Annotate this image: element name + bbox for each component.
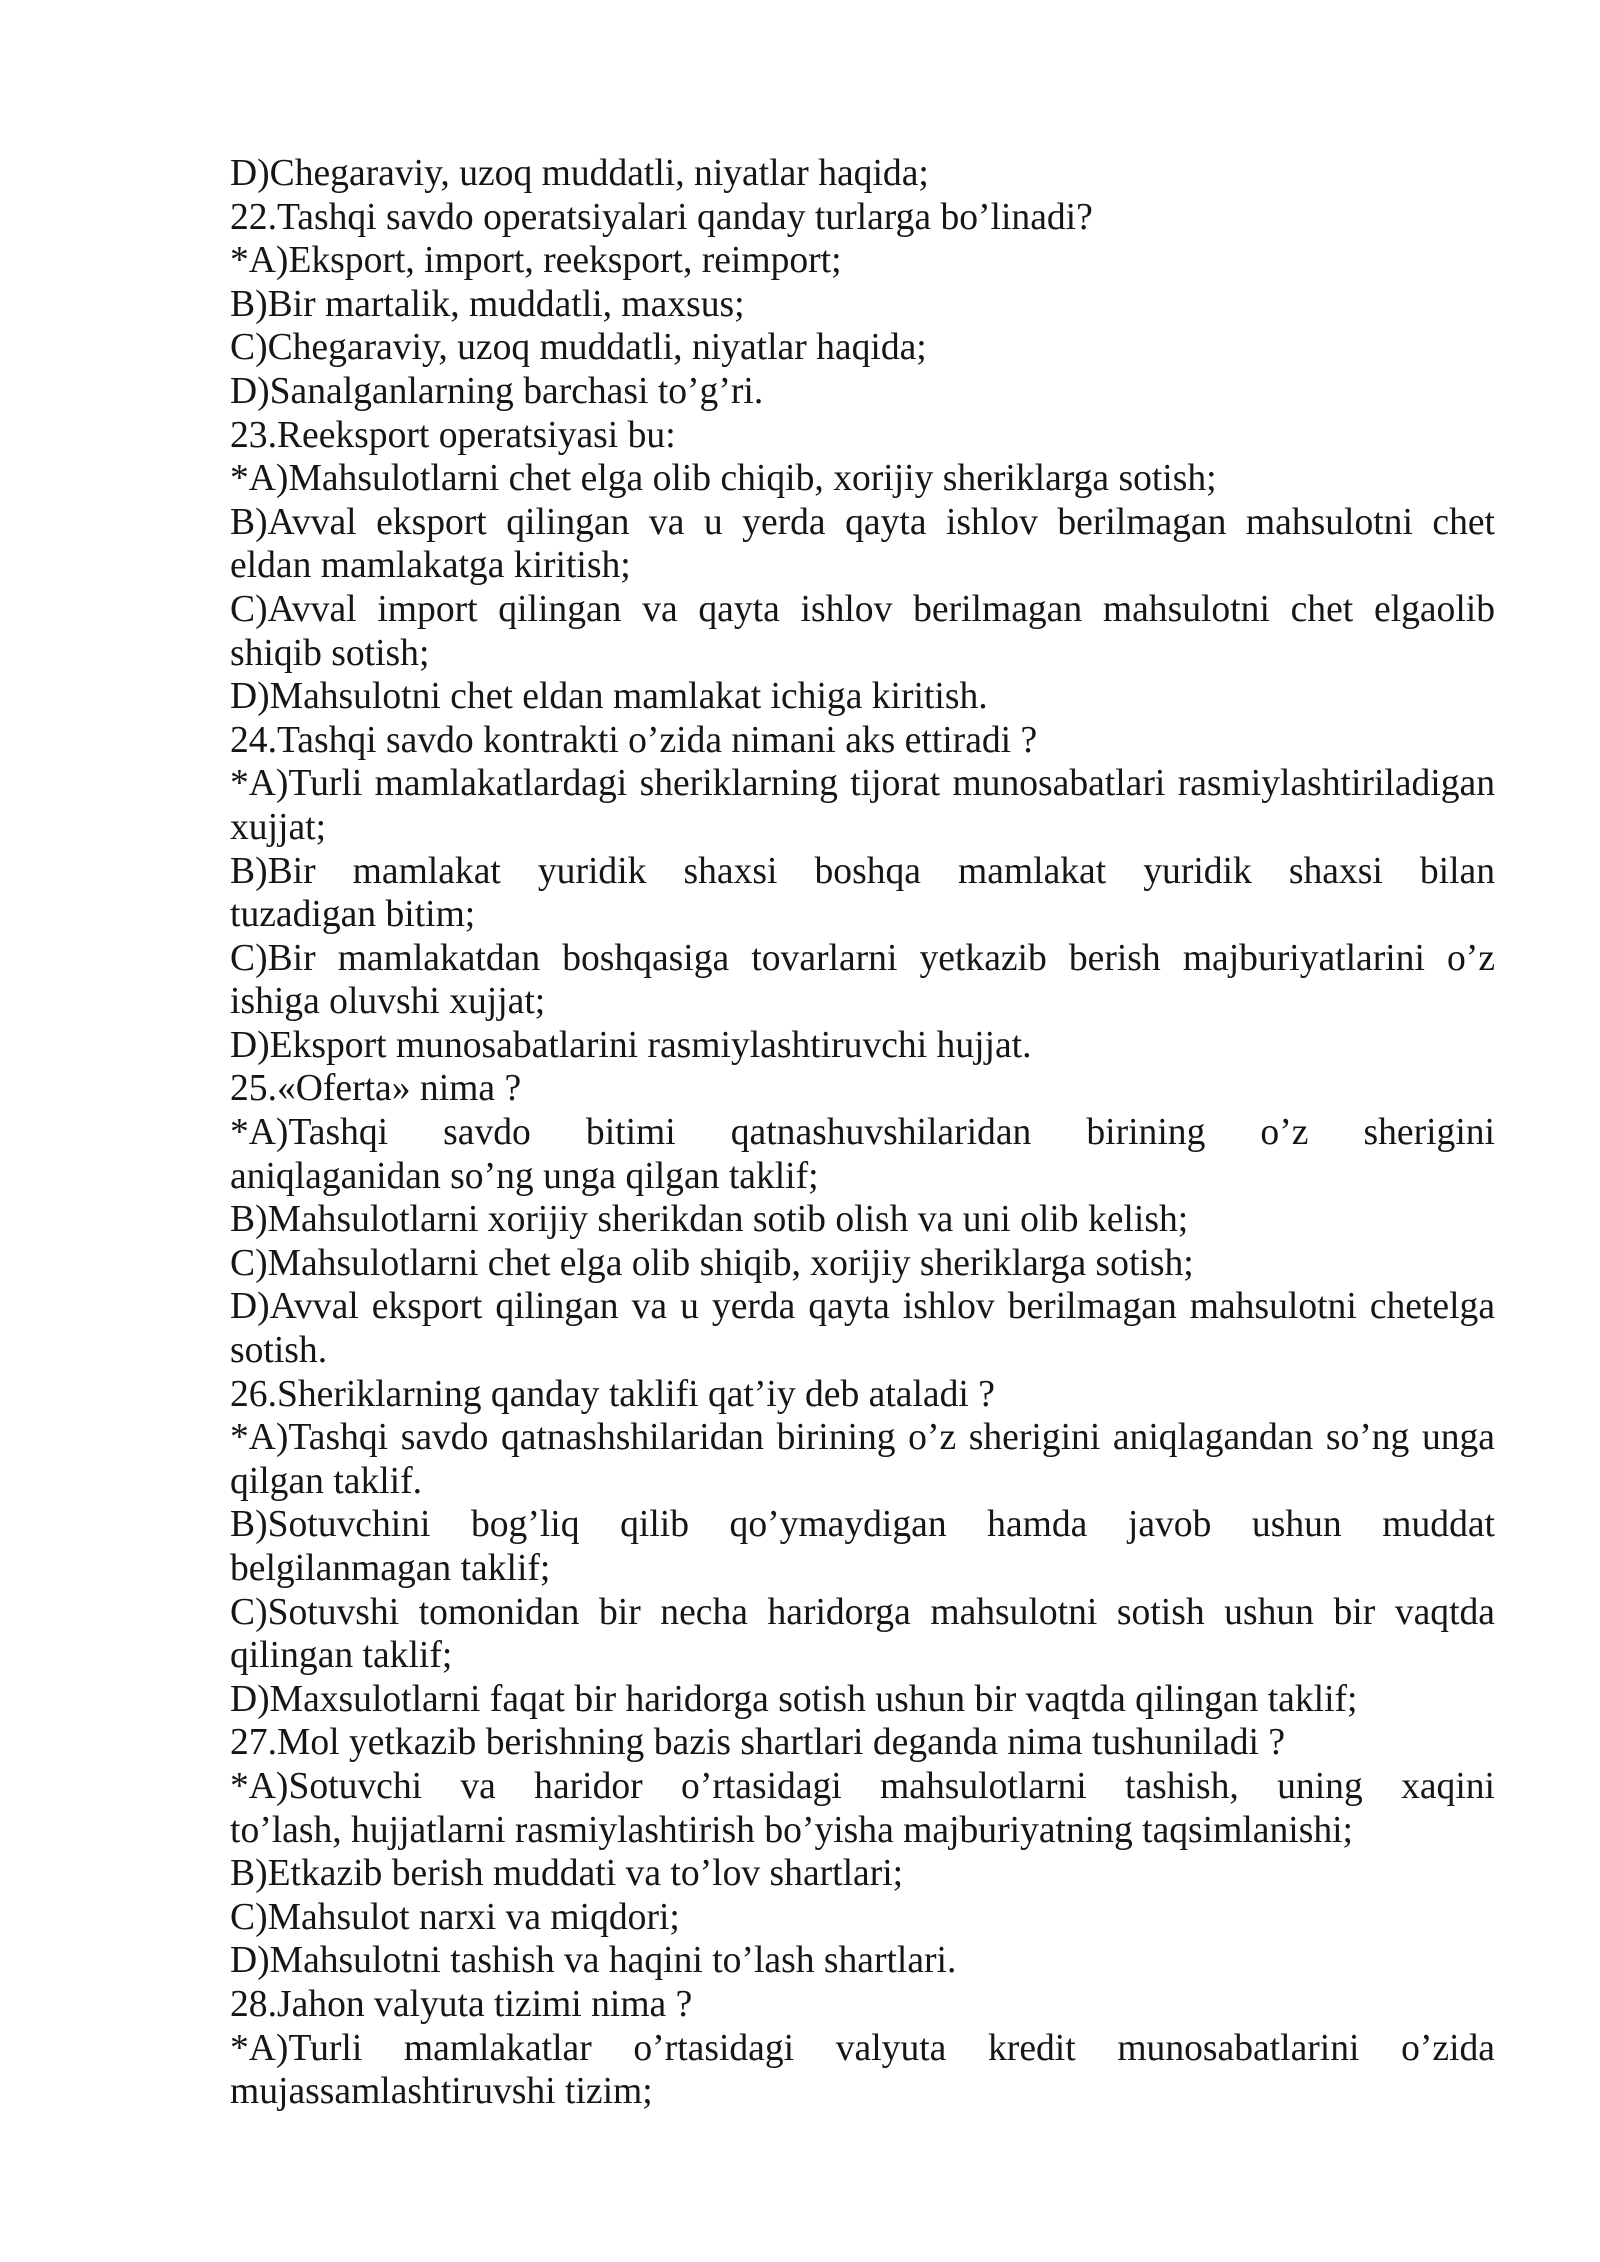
answer-option: C)Mahsulotlarni chet elga olib shiqib, xorijiy sheriklarga sotish; bbox=[230, 1242, 1194, 1284]
answer-option-correct: *A)Tashqi savdo bitimi qatnashuvshilaridan birining o’z sherigini bbox=[230, 1112, 1495, 1154]
answer-option: C)Bir mamlakatdan boshqasiga tovarlarni yetkazib berish majburiyatlarini o’z bbox=[230, 937, 1495, 979]
answer-option: D)Chegaraviy, uzoq muddatli, niyatlar haqida; bbox=[230, 153, 929, 194]
answer-option-continuation: xujjat; bbox=[230, 806, 327, 848]
question-text: 22.Tashqi savdo operatsiyalari qanday turlarga bo’linadi? bbox=[230, 196, 1093, 238]
answer-option: B)Bir mamlakat yuridik shaxsi boshqa mamlakat yuridik shaxsi bilan bbox=[230, 850, 1495, 892]
answer-option-continuation: tuzadigan bitim; bbox=[230, 894, 476, 936]
answer-option-correct: *A)Tashqi savdo qatnashshilaridan birining o’z sherigini aniqlagandan so’ng unga bbox=[230, 1417, 1495, 1459]
answer-option: C)Chegaraviy, uzoq muddatli, niyatlar haqida; bbox=[230, 327, 927, 369]
answer-option-correct: *A)Sotuvchi va haridor o’rtasidagi mahsulotlarni tashish, uning xaqini bbox=[230, 1765, 1495, 1807]
answer-option: D)Eksport munosabatlarini rasmiylashtiruvchi hujjat. bbox=[230, 1024, 1032, 1066]
answer-option: D)Mahsulotni chet eldan mamlakat ichiga kiritish. bbox=[230, 676, 988, 718]
answer-option-continuation: shiqib sotish; bbox=[230, 632, 430, 674]
question-text: 28.Jahon valyuta tizimi nima ? bbox=[230, 1983, 693, 2025]
answer-option-continuation: qilgan taklif. bbox=[230, 1460, 423, 1502]
question-text: 26.Sheriklarning qanday taklifi qat’iy deb ataladi ? bbox=[230, 1373, 995, 1415]
document-body bbox=[230, 152, 1495, 2114]
question-text: 27.Mol yetkazib berishning bazis shartlari deganda nima tushuniladi ? bbox=[230, 1722, 1286, 1764]
answer-option-continuation: ishiga oluvshi xujjat; bbox=[230, 981, 546, 1023]
answer-option-continuation: qilingan taklif; bbox=[230, 1635, 453, 1677]
answer-option: B)Etkazib berish muddati va to’lov shartlari; bbox=[230, 1853, 904, 1895]
answer-option-continuation: eldan mamlakatga kiritish; bbox=[230, 545, 631, 587]
question-text: 25.«Oferta» nima ? bbox=[230, 1068, 522, 1110]
answer-option: D)Maxsulotlarni faqat bir haridorga sotish ushun bir vaqtda qilingan taklif; bbox=[230, 1678, 1358, 1720]
answer-option: B)Avval eksport qilingan va u yerda qayta ishlov berilmagan mahsulotni chet bbox=[230, 501, 1495, 543]
answer-option-continuation: sotish. bbox=[230, 1330, 328, 1372]
answer-option: B)Mahsulotlarni xorijiy sherikdan sotib olish va uni olib kelish; bbox=[230, 1199, 1189, 1241]
answer-option-continuation: aniqlaganidan so’ng unga qilgan taklif; bbox=[230, 1155, 819, 1197]
answer-option-correct: *A)Eksport, import, reeksport, reimport; bbox=[230, 240, 842, 282]
answer-option-continuation: to’lash, hujjatlarni rasmiylashtirish bo’yisha majburiyatning taqsimlanishi; bbox=[230, 1809, 1353, 1851]
answer-option-correct: *A)Mahsulotlarni chet elga olib chiqib, xorijiy sheriklarga sotish; bbox=[230, 458, 1217, 500]
answer-option: D)Avval eksport qilingan va u yerda qayta ishlov berilmagan mahsulotni chetelga bbox=[230, 1286, 1495, 1328]
answer-option: B)Sotuvchini bog’liq qilib qo’ymaydigan hamda javob ushun muddat bbox=[230, 1504, 1495, 1546]
question-text: 23.Reeksport operatsiyasi bu: bbox=[230, 414, 676, 456]
answer-option: C)Mahsulot narxi va miqdori; bbox=[230, 1896, 680, 1938]
answer-option-correct: *A)Turli mamlakatlardagi sheriklarning tijorat munosabatlari rasmiylashtiriladigan bbox=[230, 763, 1495, 805]
answer-option: C)Sotuvshi tomonidan bir necha haridorga mahsulotni sotish ushun bir vaqtda bbox=[230, 1591, 1495, 1633]
answer-option-correct: *A)Turli mamlakatlar o’rtasidagi valyuta kredit munosabatlarini o’zida bbox=[230, 2027, 1495, 2069]
answer-option: B)Bir martalik, muddatli, maxsus; bbox=[230, 283, 745, 325]
answer-option: D)Sanalganlarning barchasi to’g’ri. bbox=[230, 370, 764, 412]
answer-option-continuation: belgilanmagan taklif; bbox=[230, 1548, 551, 1589]
answer-option-continuation: mujassamlashtiruvshi tizim; bbox=[230, 2071, 653, 2113]
answer-option: D)Mahsulotni tashish va haqini to’lash shartlari. bbox=[230, 1940, 957, 1982]
answer-option: C)Avval import qilingan va qayta ishlov berilmagan mahsulotni chet elgaolib bbox=[230, 588, 1495, 630]
question-text: 24.Tashqi savdo kontrakti o’zida nimani aks ettiradi ? bbox=[230, 719, 1038, 761]
